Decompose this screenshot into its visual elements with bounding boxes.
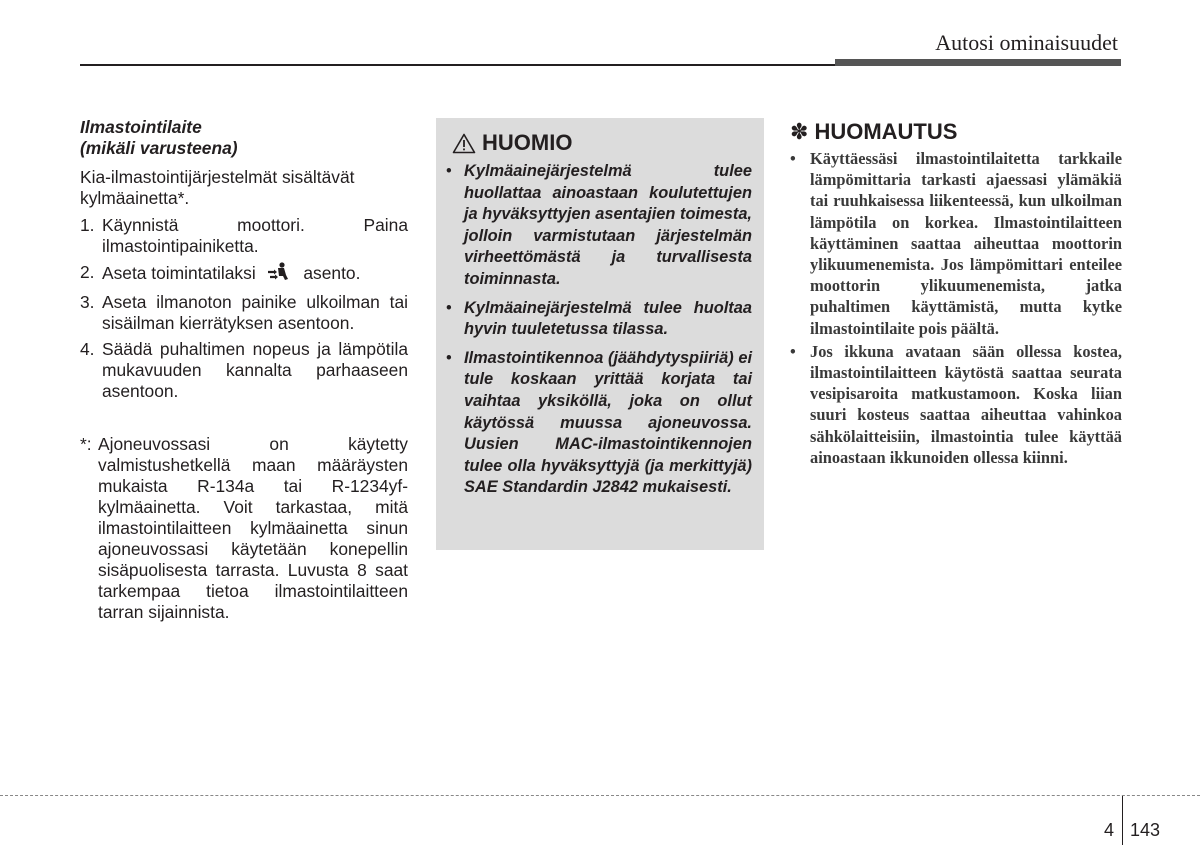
caution-item: • Ilmastointikennoa (jäähdytyspiiriä) ei tule koskaan yrittää korjata tai vaihtaa yksiköllä, joka on ollut käytössä muussa ajoneuvossa. Uusien MAC-ilmastointikennojen tulee olla hyväksyttyjä (ja merkittyjä) SAE Standardin J2842 mukaisesti. — [446, 348, 752, 497]
caution-box — [436, 118, 764, 550]
footnote-text: Ajoneuvossasi on käytetty valmistushetkellä maan määräysten mukaista R-134a tai R-1234yf-kylmäainetta. Voit tarkastaa, mitä ilmastointilaitteen kylmäainetta sinun ajoneuvossasi käytetään konepellin sisäpuolisesta tarrasta. Luvusta 8 saat tarkempaa tietoa ilmastointilaitteen tarran sijainnista. — [98, 434, 408, 622]
step-number: 2. — [80, 262, 95, 282]
section-subheading: Ilmastointilaite (mikäli varusteena) — [80, 117, 238, 158]
step-text: Käynnistä moottori. Paina ilmastointipainiketta. — [102, 215, 408, 256]
caution-title: HUOMIO — [482, 130, 573, 155]
notice-item: • Jos ikkuna avataan sään ollessa kostea, ilmastointilaitteen käytöstä saattaa seurata vesipisaroita matkustamoon. Koska liian suuri kosteus saattaa aiheuttaa vahinkoa sähkölaitteisiin, ilmastointia tulee käyttää ainoastaan ikkunoiden ollessa kiinni. — [790, 341, 1122, 467]
intro-paragraph: Kia-ilmastointijärjestelmät sisältävät kylmäainetta*. — [80, 167, 355, 208]
step-item — [80, 215, 408, 257]
page-number: 143 — [1130, 820, 1161, 840]
step-text: Aseta ilmanoton painike ulkoilman tai sisäilman kierrätyksen asentoon. — [102, 292, 408, 333]
footnote-mark: *: — [80, 434, 92, 454]
steps-list — [80, 215, 408, 402]
step-number: 1. — [80, 215, 95, 235]
caution-heading — [452, 130, 572, 156]
notice-title: HUOMAUTUS — [814, 119, 958, 144]
step-text: Aseta toimintatilaksi asento. — [102, 262, 408, 287]
step-item — [80, 292, 408, 334]
header-rule — [80, 64, 835, 66]
caution-item: • Kylmäainejärjestelmä tulee huoltaa hyvin tuuletetussa tilassa. — [446, 298, 752, 339]
step-item — [80, 339, 408, 402]
step-number: 4. — [80, 339, 95, 359]
notice-item: • Käyttäessäsi ilmastointilaitetta tarkkaile lämpömittaria tarkasti ajaessasi ylämäkiä tai ruuhkaisessa liikenteessä, kun ulkoilman lämpötila on korkea. Ilmastointilaitteen käyttäminen saattaa aiheuttaa moottorin ylikuumenemista. Jos lämpömittari enteilee moottorin ylikuumenemista, jatka puhaltimen käyttämistä, mutta kytke ilmastointilaite pois päältä. — [790, 149, 1122, 338]
refrigerant-footnote — [80, 434, 408, 623]
step-number: 3. — [80, 292, 95, 312]
step-item — [80, 262, 408, 287]
chapter-number: 4 — [1104, 820, 1115, 840]
notice-star-icon: ✽ — [790, 119, 809, 144]
notice-list — [790, 148, 1122, 468]
caution-list — [446, 161, 752, 506]
instructions-column — [80, 117, 408, 623]
header-rule-accent — [835, 59, 1121, 66]
page-number-divider — [1122, 796, 1123, 845]
notice-heading — [790, 118, 1122, 146]
warning-triangle-icon — [452, 133, 476, 154]
step-text: Säädä puhaltimen nopeus ja lämpötila mukavuuden kannalta parhaaseen asentoon. — [102, 339, 408, 401]
floor-mode-icon — [267, 262, 289, 287]
running-header-title: Autosi ominaisuudet — [935, 30, 1118, 55]
notice-section — [790, 118, 1122, 470]
caution-item: • Kylmäainejärjestelmä tulee huollattaa ainoastaan koulutettujen ja hyväksyttyjen asentajien toimesta, jolloin varmistutaan järjestelmän virheettömästä ja turvallisesta toiminnasta. — [446, 162, 752, 288]
footer-rule — [0, 795, 1200, 796]
